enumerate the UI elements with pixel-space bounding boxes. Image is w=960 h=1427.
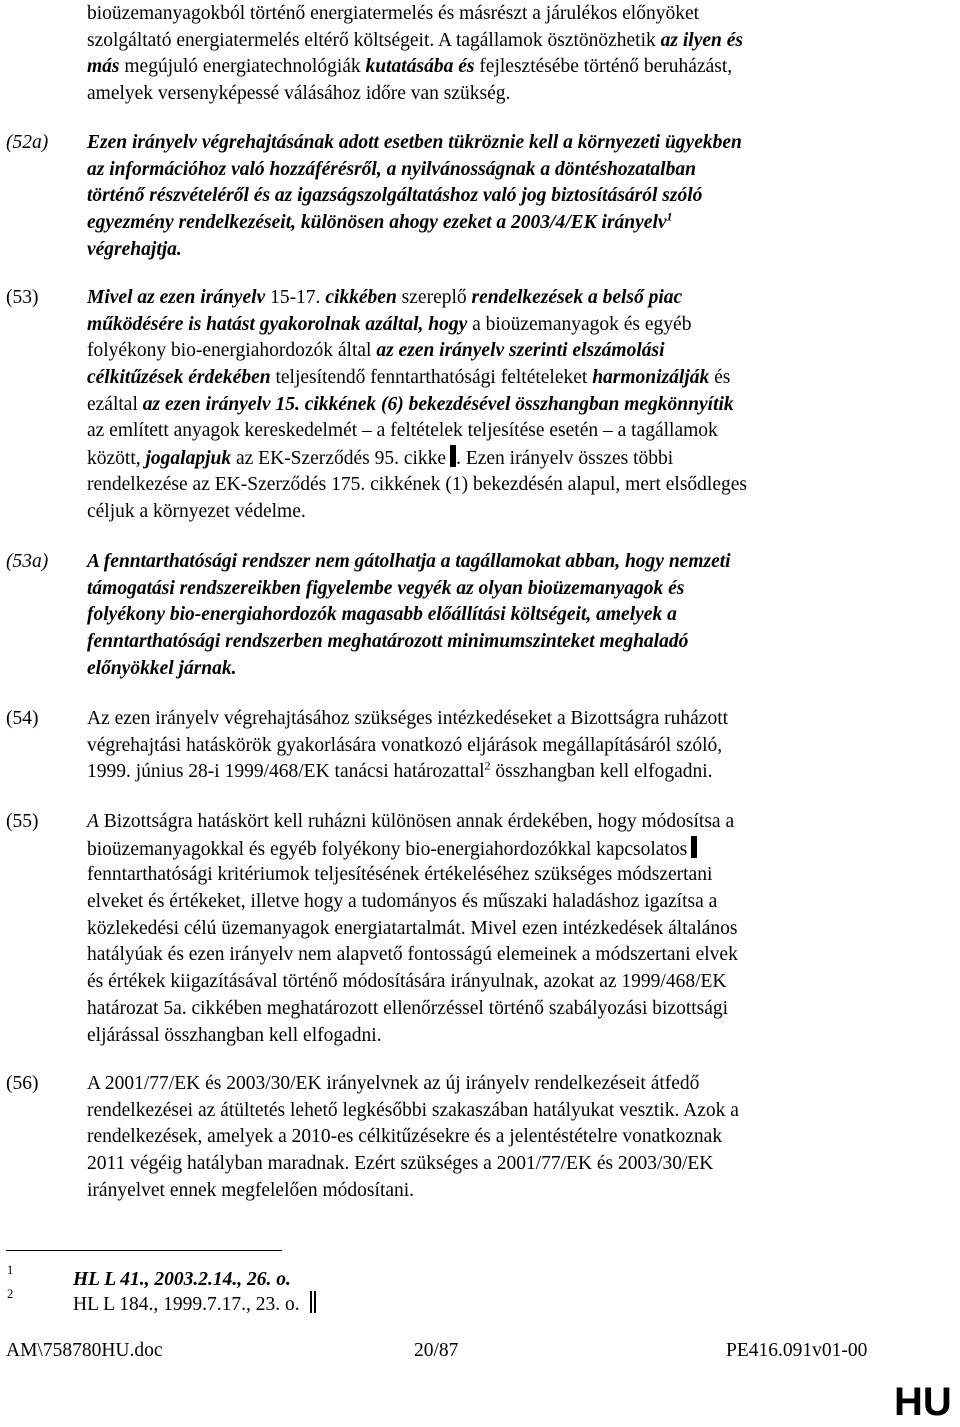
footnote-text: HL L 41., 2003.2.14., 26. o. bbox=[73, 1269, 291, 1290]
text-line: folyékony bio-energiahordozók magasabb előállítási költségeit, amelyek a bbox=[87, 604, 677, 626]
text-line: A fenntarthatósági rendszer nem gátolhatja a tagállamokat abban, hogy nemzeti bbox=[87, 551, 731, 572]
text-line: A 2001/77/EK és 2003/30/EK irányelvnek az új irányelv rendelkezéseit átfedő bbox=[87, 1073, 700, 1094]
change-bar-icon bbox=[691, 836, 697, 858]
text-line: végrehajtási hatáskörök gyakorlására vonatkozó eljárások megállapításáról szóló, bbox=[87, 734, 723, 756]
text-line: fenntarthatósági kritériumok teljesítésének értékeléséhez szükséges módszertani bbox=[87, 864, 713, 886]
text-line: rendelkezése az EK-Szerződés 175. cikkének (1) bekezdésén alapul, mert elsődleges bbox=[87, 473, 747, 495]
text-line: közlekedési célú üzemanyagok energiatartalmát. Mivel ezen intézkedések általános bbox=[87, 917, 738, 939]
text-line: végrehajtja. bbox=[87, 238, 182, 260]
text-line: az említett anyagok kereskedelmét – a feltételek teljesítése esetén – a tagállamok bbox=[87, 420, 718, 442]
text-line: Ezen irányelv végrehajtásának adott esetben tükröznie kell a környezeti ügyekben bbox=[87, 132, 742, 153]
text-line: eljárással összhangban kell elfogadni. bbox=[87, 1024, 382, 1046]
text-line: történő részvételéről és az igazságszolgáltatáshoz való jog biztosításáról szóló bbox=[87, 185, 703, 207]
language-code: HU bbox=[894, 1380, 952, 1424]
text-line: rendelkezések, amelyek a 2010-es célkitűzésekre és a jelentéstételre vonatkoznak bbox=[87, 1126, 723, 1148]
text-line: amelyek versenyképessé válásához időre van szükség. bbox=[87, 83, 511, 105]
text-line: A Bizottságra hatáskört kell ruházni különösen annak érdekében, hogy módosítsa a bbox=[87, 811, 735, 832]
paragraph-number: (56) bbox=[6, 1073, 39, 1094]
text-line: az információhoz való hozzáférésről, a nyilvánosságnak a döntéshozatalban bbox=[87, 158, 696, 180]
text-line: szolgáltató energiatermelés eltérő költségeit. A tagállamok ösztönözhetik az ilyen és bbox=[87, 29, 743, 51]
text-line: hatályúak és ezen irányelv nem alapvető fontosságú elemeinek a módszertani elvek bbox=[87, 944, 738, 966]
text-line: 2011 végéig hatályban maradnak. Ezért szükséges a 2001/77/EK és 2003/30/EK bbox=[87, 1153, 714, 1175]
text-line: rendelkezései az átültetés lehető legkésőbbi szakaszában hatályukat vesztik. Azok a bbox=[87, 1099, 739, 1121]
text-line: fenntarthatósági rendszerben meghatározott minimumszinteket meghaladó bbox=[87, 631, 689, 653]
paragraph-number: (52a) bbox=[6, 132, 49, 153]
text-line: támogatási rendszereikben figyelembe vegyék az olyan bioüzemanyagok és bbox=[87, 577, 685, 599]
text-line: céljuk a környezet védelme. bbox=[87, 500, 306, 522]
text-line: bioüzemanyagokkal és egyéb folyékony bio-energiahordozókkal kapcsolatos bbox=[87, 836, 877, 863]
text-line: és értékek kiigazításával történő módosítására irányulnak, azokat az 1999/468/EK bbox=[87, 971, 727, 993]
text-line: ezáltal az ezen irányelv 15. cikkének (6) bekezdésével összhangban megkönnyítik bbox=[87, 393, 734, 415]
text-line: között, jogalapjuk az EK-Szerződés 95. cikke . Ezen irányelv összes többi bbox=[87, 445, 877, 472]
paragraph-number: (53a) bbox=[6, 551, 49, 572]
footnote-number: 1 bbox=[7, 1263, 14, 1277]
text-line: irányelvet ennek megfelelően módosítani. bbox=[87, 1179, 415, 1201]
text-line: más megújuló energiatechnológiák kutatásába és fejlesztésébe történő beruházást, bbox=[87, 56, 733, 78]
text-line: célkitűzések érdekében teljesítendő fenntarthatósági feltételeket harmonizálják és bbox=[87, 367, 731, 389]
footnote-ref: 1 bbox=[666, 209, 673, 224]
footnote-ref: 2 bbox=[484, 758, 491, 773]
text-line: Mivel az ezen irányelv 15-17. cikkében szereplő rendelkezések a belső piac bbox=[87, 287, 683, 308]
text-line: egyezmény rendelkezéseit, különösen ahogy ezeket a 2003/4/EK irányelv$^1$ bbox=[87, 209, 673, 234]
paragraph-number: (53) bbox=[6, 287, 39, 308]
footnote-separator bbox=[6, 1250, 282, 1251]
paragraph-number: (54) bbox=[6, 708, 39, 729]
footer-reference: PE416.091v01-00 bbox=[726, 1340, 868, 1361]
text-line: előnyökkel járnak. bbox=[87, 657, 237, 679]
change-bar-icon bbox=[310, 1291, 316, 1313]
footnote-text: HL L 184., 1999.7.17., 23. o. bbox=[73, 1291, 316, 1319]
footer-filename: AM\758780HU.doc bbox=[6, 1340, 163, 1361]
footer-page-number: 20/87 bbox=[414, 1340, 459, 1361]
paragraph-number: (55) bbox=[6, 811, 39, 832]
text-line: Az ezen irányelv végrehajtásához szükséges intézkedéseket a Bizottságra ruházott bbox=[87, 708, 729, 729]
footnote-number: 2 bbox=[7, 1287, 14, 1301]
text-line: folyékony bio-energiahordozók által az ezen irányelv szerinti elszámolási bbox=[87, 340, 665, 362]
text-line: bioüzemanyagokból történő energiatermelés és másrészt a járulékos előnyöket bbox=[87, 3, 700, 24]
text-line: működésére is hatást gyakorolnak azáltal, hogy a bioüzemanyagok és egyéb bbox=[87, 313, 692, 335]
text-line: 1999. június 28-i 1999/468/EK tanácsi határozattal$^2$ összhangban kell elfogadni. bbox=[87, 758, 713, 783]
text-line: határozat 5a. cikkében meghatározott ellenőrzéssel történő szabályozási bizottsági bbox=[87, 997, 729, 1019]
text-line: elveket és értékeket, illetve hogy a tudományos és műszaki haladáshoz igazítsa a bbox=[87, 891, 718, 913]
